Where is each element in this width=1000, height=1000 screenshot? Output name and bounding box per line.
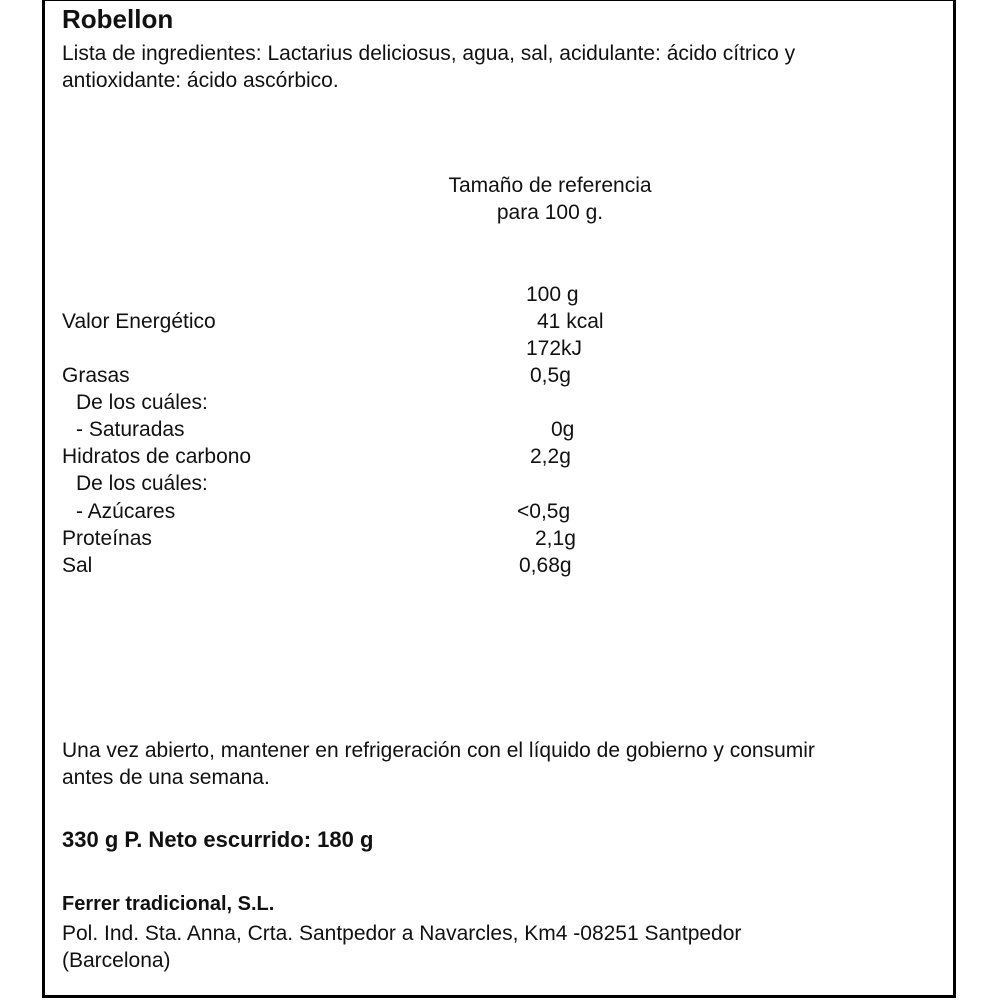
- address-line-1: Pol. Ind. Sta. Anna, Crta. Santpedor a Navarcles, Km4 -08251 Santpedor: [62, 922, 742, 945]
- nutrient-label: - Saturadas: [76, 418, 185, 441]
- storage-line-2: antes de una semana.: [62, 766, 270, 789]
- nutrient-value: 2,1g: [535, 527, 576, 550]
- nutrient-label: - Azúcares: [76, 500, 176, 523]
- nutrient-value: 172kJ: [526, 337, 583, 360]
- nutrient-label: Proteínas: [62, 527, 152, 550]
- ingredients-line-1: Lista de ingredientes: Lactarius deliciosus, agua, sal, acidulante: ácido cítrico y: [62, 42, 796, 65]
- nutrient-value: <0,5g: [517, 500, 571, 523]
- ingredients-line-2: antioxidante: ácido ascórbico.: [62, 69, 339, 92]
- nutrient-label: Valor Energético: [62, 310, 216, 333]
- nutrient-value: 0,5g: [530, 364, 571, 387]
- net-weight: 330 g P. Neto escurrido: 180 g: [62, 827, 374, 852]
- nutrient-value: 0g: [551, 418, 575, 441]
- nutrient-value: 2,2g: [530, 445, 571, 468]
- reference-line-2: para 100 g.: [496, 201, 604, 224]
- storage-line-1: Una vez abierto, mantener en refrigeración con el líquido de gobierno y consumir: [62, 739, 815, 762]
- nutrient-label: Grasas: [62, 364, 130, 387]
- nutrient-value: 41 kcal: [537, 310, 604, 333]
- nutrition-column-header: 100 g: [526, 283, 579, 306]
- reference-line-1: Tamaño de referencia: [448, 174, 652, 197]
- address-line-2: (Barcelona): [62, 949, 171, 972]
- nutrient-value: 0,68g: [519, 554, 572, 577]
- nutrient-label: Sal: [62, 554, 93, 577]
- product-title: Robellon: [62, 4, 174, 34]
- nutrient-label: De los cuáles:: [76, 472, 208, 495]
- company-name: Ferrer tradicional, S.L.: [62, 893, 275, 915]
- nutrient-label: Hidratos de carbono: [62, 445, 252, 468]
- nutrient-label: De los cuáles:: [76, 391, 208, 414]
